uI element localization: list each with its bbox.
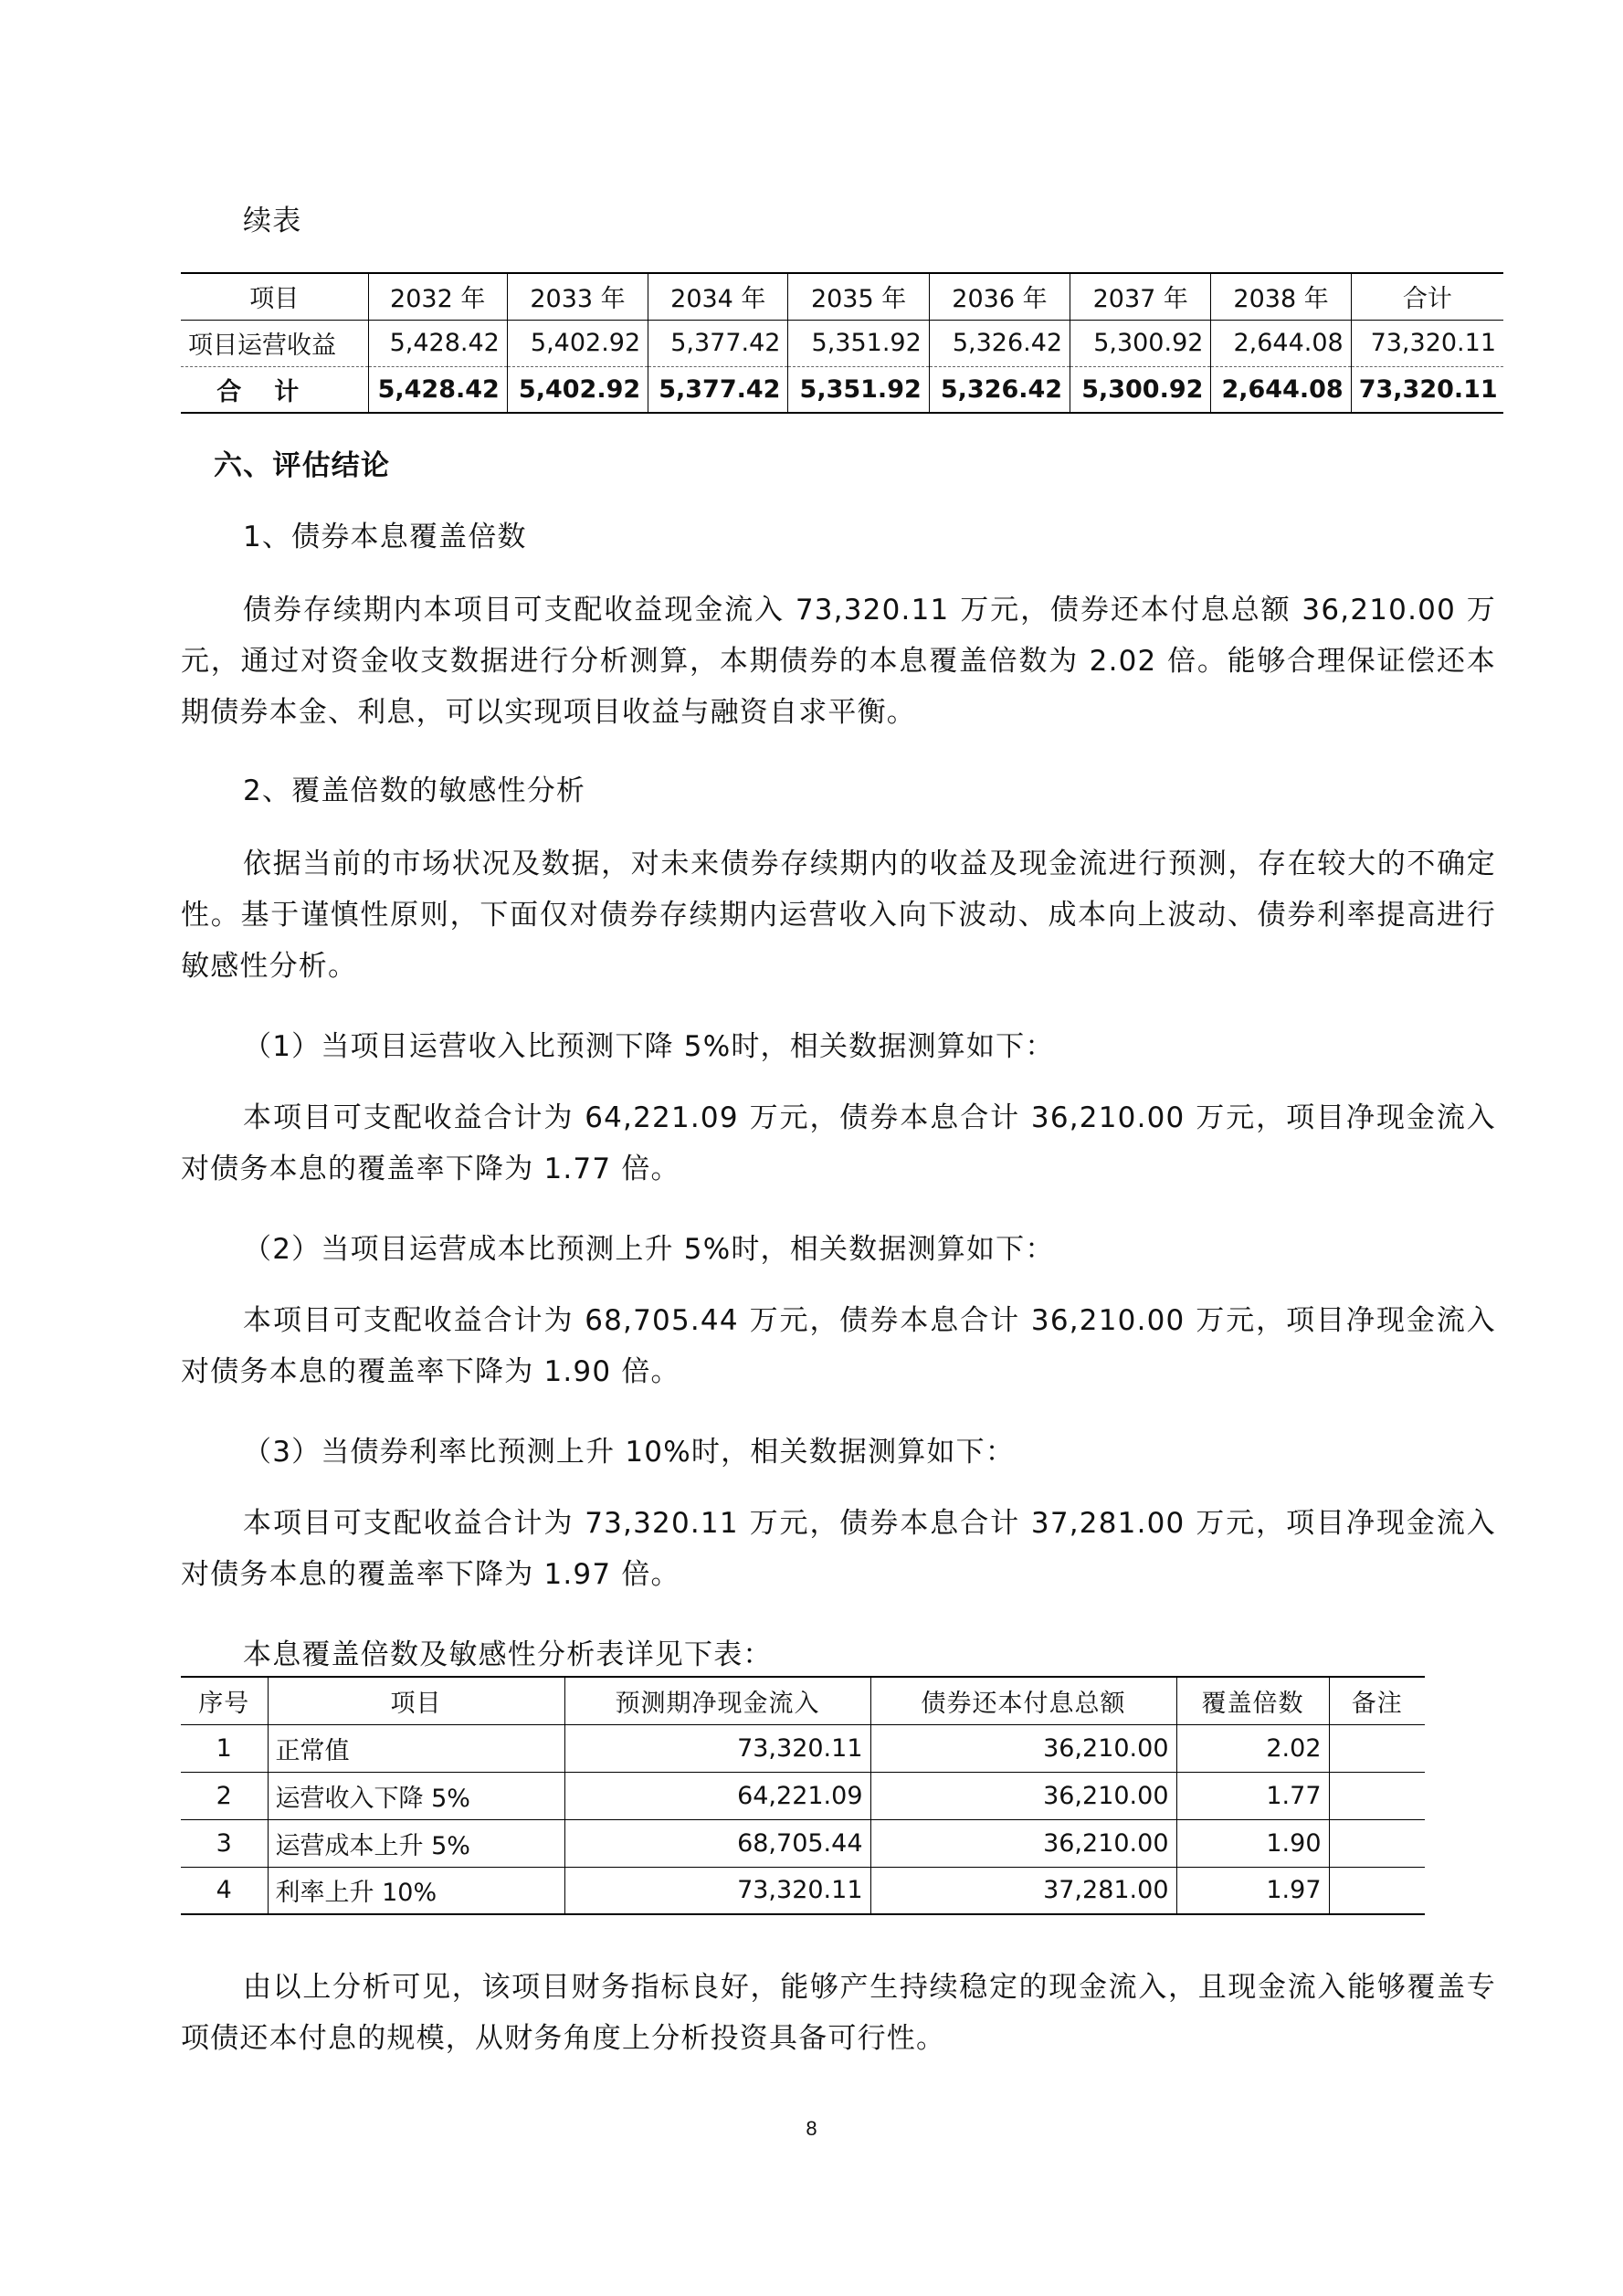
continued-label: 续表 bbox=[243, 205, 302, 237]
page-number: 8 bbox=[806, 2117, 817, 2140]
cell-value: 5,377.42 bbox=[648, 366, 788, 413]
table-row bbox=[181, 1819, 1425, 1867]
cell-value: 5,300.92 bbox=[1070, 320, 1211, 366]
sensitivity-table bbox=[181, 1676, 1425, 1915]
cell-inflow: 73,320.11 bbox=[564, 1867, 870, 1914]
cell-no: 2 bbox=[181, 1772, 268, 1819]
column-header: 项目 bbox=[181, 273, 368, 320]
cell-item: 正常值 bbox=[268, 1724, 564, 1772]
cell-item: 运营成本上升 5% bbox=[268, 1819, 564, 1867]
conclusion-paragraph: 由以上分析可见，该项目财务指标良好，能够产生持续稳定的现金流入，且现金流入能够覆盖专项债还本付息的规模，从财务角度上分析投资具备可行性。 bbox=[181, 1971, 1496, 2055]
column-header: 2033 年 bbox=[507, 273, 648, 320]
column-header: 债券还本付息总额 bbox=[870, 1677, 1176, 1724]
cell-note bbox=[1329, 1867, 1425, 1914]
column-header: 序号 bbox=[181, 1677, 268, 1724]
cell-value: 5,402.92 bbox=[507, 320, 648, 366]
case3-text: 本项目可支配收益合计为 73,320.11 万元，债券本息合计 37,281.00 万元，项目净现金流入对债务本息的覆盖率下降为 1.97 倍。 bbox=[181, 1507, 1496, 1591]
column-header: 预测期净现金流入 bbox=[564, 1677, 870, 1724]
case3-title: （3）当债券利率比预测上升 10%时，相关数据测算如下： bbox=[243, 1436, 1016, 1469]
paragraph-coverage: 债券存续期内本项目可支配收益现金流入 73,320.11 万元，债券还本付息总额 36,210.00 万元，通过对资金收支数据进行分析测算，本期债券的本息覆盖倍数为 2.02 倍。能够合理保证偿还本期债券本金、利息，可以实现项目收益与融资自求平衡。 bbox=[181, 594, 1496, 729]
cell-debt: 36,210.00 bbox=[870, 1819, 1176, 1867]
table2-caption: 本息覆盖倍数及敏感性分析表详见下表： bbox=[243, 1638, 773, 1671]
table-row bbox=[181, 320, 1503, 366]
cell-note bbox=[1329, 1819, 1425, 1867]
case1-title: （1）当项目运营收入比预测下降 5%时，相关数据测算如下： bbox=[243, 1030, 1055, 1063]
row-label: 项目运营收益 bbox=[181, 320, 368, 366]
table-row bbox=[181, 1772, 1425, 1819]
subheading-sensitivity: 2、覆盖倍数的敏感性分析 bbox=[243, 774, 586, 807]
column-header: 覆盖倍数 bbox=[1176, 1677, 1329, 1724]
cell-debt: 37,281.00 bbox=[870, 1867, 1176, 1914]
column-header: 2038 年 bbox=[1211, 273, 1351, 320]
cell-value: 5,326.42 bbox=[929, 366, 1070, 413]
cell-value: 5,326.42 bbox=[929, 320, 1070, 366]
cell-no: 1 bbox=[181, 1724, 268, 1772]
cell-inflow: 73,320.11 bbox=[564, 1724, 870, 1772]
cell-ratio: 1.97 bbox=[1176, 1867, 1329, 1914]
column-header: 项目 bbox=[268, 1677, 564, 1724]
case1-text: 本项目可支配收益合计为 64,221.09 万元，债券本息合计 36,210.00 万元，项目净现金流入对债务本息的覆盖率下降为 1.77 倍。 bbox=[181, 1101, 1496, 1185]
cell-value: 73,320.11 bbox=[1351, 366, 1503, 413]
cell-value: 5,351.92 bbox=[788, 366, 929, 413]
table-row bbox=[181, 1867, 1425, 1914]
section-heading: 六、评估结论 bbox=[214, 449, 391, 482]
cell-value: 5,377.42 bbox=[648, 320, 788, 366]
cell-value: 2,644.08 bbox=[1211, 320, 1351, 366]
cell-ratio: 1.77 bbox=[1176, 1772, 1329, 1819]
cell-no: 4 bbox=[181, 1867, 268, 1914]
cell-value: 5,402.92 bbox=[507, 366, 648, 413]
row-label: 合计 bbox=[181, 366, 368, 413]
cell-note bbox=[1329, 1772, 1425, 1819]
cell-value: 5,428.42 bbox=[368, 320, 507, 366]
cell-value: 5,300.92 bbox=[1070, 366, 1211, 413]
cell-inflow: 64,221.09 bbox=[564, 1772, 870, 1819]
table-row bbox=[181, 1724, 1425, 1772]
cell-item: 运营收入下降 5% bbox=[268, 1772, 564, 1819]
revenue-table bbox=[181, 272, 1503, 414]
case2-text: 本项目可支配收益合计为 68,705.44 万元，债券本息合计 36,210.00 万元，项目净现金流入对债务本息的覆盖率下降为 1.90 倍。 bbox=[181, 1304, 1496, 1388]
paragraph-sensitivity: 依据当前的市场状况及数据，对未来债券存续期内的收益及现金流进行预测，存在较大的不确定性。基于谨慎性原则，下面仅对债券存续期内运营收入向下波动、成本向上波动、债券利率提高进行敏感性分析。 bbox=[181, 848, 1496, 983]
cell-debt: 36,210.00 bbox=[870, 1772, 1176, 1819]
column-header: 2035 年 bbox=[788, 273, 929, 320]
column-header: 2034 年 bbox=[648, 273, 788, 320]
cell-inflow: 68,705.44 bbox=[564, 1819, 870, 1867]
table-total-row bbox=[181, 366, 1503, 413]
cell-note bbox=[1329, 1724, 1425, 1772]
cell-value: 73,320.11 bbox=[1351, 320, 1503, 366]
column-header: 2037 年 bbox=[1070, 273, 1211, 320]
case2-title: （2）当项目运营成本比预测上升 5%时，相关数据测算如下： bbox=[243, 1233, 1055, 1266]
cell-debt: 36,210.00 bbox=[870, 1724, 1176, 1772]
cell-value: 5,428.42 bbox=[368, 366, 507, 413]
subheading-coverage: 1、债券本息覆盖倍数 bbox=[243, 521, 527, 553]
column-header: 备注 bbox=[1329, 1677, 1425, 1724]
column-header: 2032 年 bbox=[368, 273, 507, 320]
cell-value: 5,351.92 bbox=[788, 320, 929, 366]
cell-value: 2,644.08 bbox=[1211, 366, 1351, 413]
cell-ratio: 1.90 bbox=[1176, 1819, 1329, 1867]
column-header: 2036 年 bbox=[929, 273, 1070, 320]
table-header-row bbox=[181, 273, 1503, 320]
cell-no: 3 bbox=[181, 1819, 268, 1867]
cell-ratio: 2.02 bbox=[1176, 1724, 1329, 1772]
table-header-row bbox=[181, 1677, 1425, 1724]
cell-item: 利率上升 10% bbox=[268, 1867, 564, 1914]
column-header: 合计 bbox=[1351, 273, 1503, 320]
